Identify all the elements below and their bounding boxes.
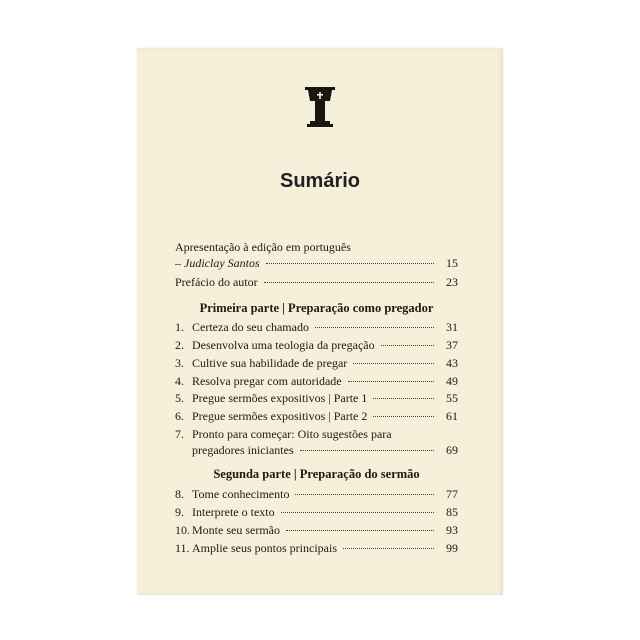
toc-page-number: 55 xyxy=(446,391,458,405)
toc-page-number: 77 xyxy=(446,487,458,501)
dot-leader xyxy=(266,263,434,264)
dot-leader xyxy=(264,282,434,283)
toc-entry xyxy=(175,541,458,559)
part-heading: Segunda parte | Preparação do sermão xyxy=(213,467,420,481)
chapter-number: 2. xyxy=(175,338,184,352)
dot-leader xyxy=(295,494,434,495)
toc-page-number: 31 xyxy=(446,320,458,334)
toc-page-number: 15 xyxy=(446,256,458,270)
dot-leader xyxy=(373,398,434,399)
toc-entry xyxy=(175,487,458,505)
dot-leader xyxy=(373,416,434,417)
toc-entry xyxy=(175,523,458,541)
dot-leader xyxy=(281,512,434,513)
toc-entry-text: Cultive sua habilidade de pregar xyxy=(192,356,348,370)
dot-leader xyxy=(348,381,434,382)
chapter-number: 4. xyxy=(175,374,184,388)
toc-entry-text: Certeza do seu chamado xyxy=(192,320,309,334)
toc-page-number: 49 xyxy=(446,374,458,388)
pulpit-icon xyxy=(305,87,335,127)
dot-leader xyxy=(315,327,434,328)
toc-entry-text: Desenvolva uma teologia da pregação xyxy=(192,338,375,352)
toc-entry-text: – Judiclay Santos xyxy=(175,256,260,270)
toc-page-number: 61 xyxy=(446,409,458,423)
toc-entry xyxy=(175,409,458,427)
chapter-number: 9. xyxy=(175,505,184,519)
toc-entry-text: Prefácio do autor xyxy=(175,275,258,289)
toc-entry xyxy=(175,505,458,523)
chapter-number: 10. xyxy=(175,523,190,537)
dot-leader xyxy=(381,345,434,346)
toc-entry-text: Pregue sermões expositivos | Parte 1 xyxy=(192,391,368,405)
chapter-number: 5. xyxy=(175,391,184,405)
toc-page-number: 43 xyxy=(446,356,458,370)
chapter-number: 6. xyxy=(175,409,184,423)
toc-entry xyxy=(175,320,458,338)
page-title: Sumário xyxy=(279,170,361,192)
toc-entry-text: Pronto para começar: Oito sugestões para xyxy=(192,427,392,441)
toc-page-number: 93 xyxy=(446,523,458,537)
dot-leader xyxy=(353,363,434,364)
chapter-number: 8. xyxy=(175,487,184,501)
toc-entry-text: Interprete o texto xyxy=(192,505,275,519)
dot-leader xyxy=(286,530,434,531)
chapter-number: 1. xyxy=(175,320,184,334)
toc-entry-text: Pregue sermões expositivos | Parte 2 xyxy=(192,409,368,423)
toc-entry xyxy=(175,356,458,374)
toc-entry-text: Monte seu sermão xyxy=(192,523,280,537)
chapter-number: 7. xyxy=(175,427,184,441)
toc-entry-text: pregadores iniciantes xyxy=(192,443,294,457)
toc-entry-text: Amplie seus pontos principais xyxy=(192,541,337,555)
chapter-number: 11. xyxy=(175,541,190,555)
dot-leader xyxy=(300,450,434,451)
toc-page-number: 99 xyxy=(446,541,458,555)
toc-entry-text: Tome conhecimento xyxy=(192,487,290,501)
toc-entry xyxy=(175,275,458,293)
toc-entry xyxy=(175,391,458,409)
toc-entry-text: Resolva pregar com autoridade xyxy=(192,374,342,388)
toc-page-number: 23 xyxy=(446,275,458,289)
chapter-number: 3. xyxy=(175,356,184,370)
toc-page-number: 85 xyxy=(446,505,458,519)
toc-entry xyxy=(175,256,458,274)
part-heading: Primeira parte | Preparação como pregador xyxy=(199,301,434,315)
toc-entry xyxy=(175,338,458,356)
dot-leader xyxy=(343,548,434,549)
toc-page-number: 69 xyxy=(446,443,458,457)
toc-entry-text: Apresentação à edição em português xyxy=(175,240,351,254)
toc-page-number: 37 xyxy=(446,338,458,352)
toc-entry xyxy=(175,374,458,392)
toc-entry xyxy=(175,443,458,461)
